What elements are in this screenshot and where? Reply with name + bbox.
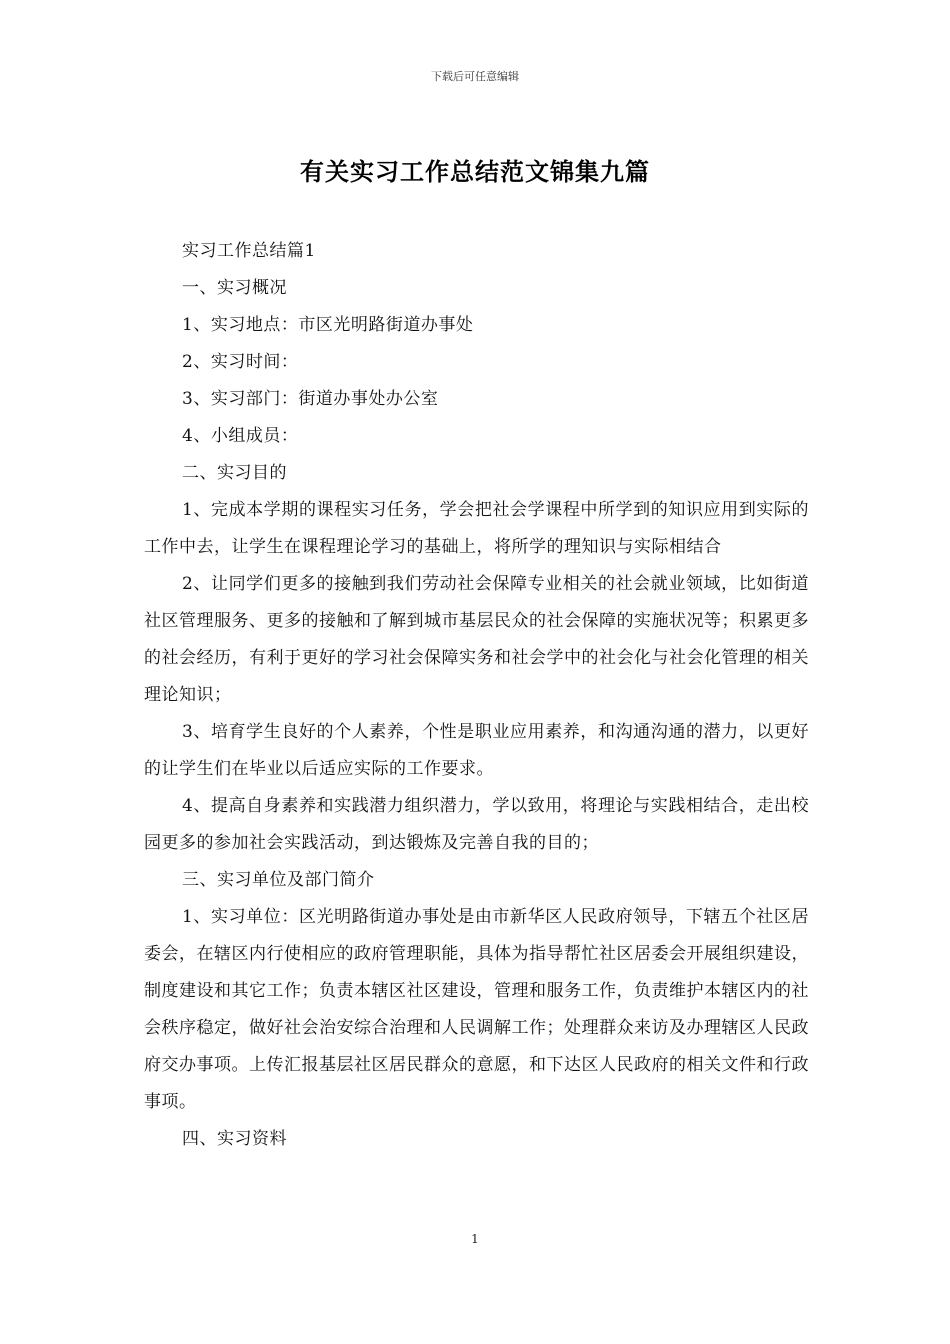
paragraph: 1、实习单位：区光明路街道办事处是由市新华区人民政府领导，下辖五个社区居委会，在辖区内行使相应的政府管理职能，具体为指导帮忙社区居委会开展组织建设，制度建设和其它工作；负责本辖区社区建设，管理和服务工作，负责维护本辖区内的社会秩序稳定，做好社会治安综合治理和人民调解工作；处理群众来访及办理辖区人民政府交办事项。上传汇报基层社区居民群众的意愿，和下达区人民政府的相关文件和行政事项。 <box>144 907 809 1112</box>
document-body <box>144 233 809 1158</box>
paragraph: 4、小组成员： <box>182 426 299 446</box>
page-number: 1 <box>471 1232 479 1246</box>
paragraph: 3、培育学生良好的个人素养，个性是职业应用素养，和沟通沟通的潜力，以更好的让学生们在毕业以后适应实际的工作要求。 <box>144 722 809 779</box>
page-header: 下载后可任意编辑 <box>431 70 519 83</box>
paragraph: 三、实习单位及部门简介 <box>182 870 375 890</box>
paragraph: 二、实习目的 <box>182 463 287 483</box>
document-title: 有关实习工作总结范文锦集九篇 <box>300 158 650 186</box>
paragraph: 四、实习资料 <box>182 1129 287 1149</box>
paragraph: 3、实习部门：街道办事处办公室 <box>182 389 439 409</box>
paragraph: 4、提高自身素养和实践潜力组织潜力，学以致用，将理论与实践相结合，走出校园更多的参加社会实践活动，到达锻炼及完善自我的目的； <box>144 796 809 853</box>
paragraph: 1、完成本学期的课程实习任务，学会把社会学课程中所学到的知识应用到实际的工作中去，让学生在课程理论学习的基础上，将所学的理知识与实际相结合 <box>144 500 809 557</box>
paragraph: 2、让同学们更多的接触到我们劳动社会保障专业相关的社会就业领域，比如街道社区管理服务、更多的接触和了解到城市基层民众的社会保障的实施状况等；积累更多的社会经历，有利于更好的学习社会保障实务和社会学中的社会化与社会化管理的相关理论知识； <box>144 574 809 705</box>
paragraph: 一、实习概况 <box>182 278 287 298</box>
paragraph: 实习工作总结篇1 <box>182 241 316 261</box>
paragraph: 1、实习地点：市区光明路街道办事处 <box>182 315 474 335</box>
paragraph: 2、实习时间： <box>182 352 299 372</box>
